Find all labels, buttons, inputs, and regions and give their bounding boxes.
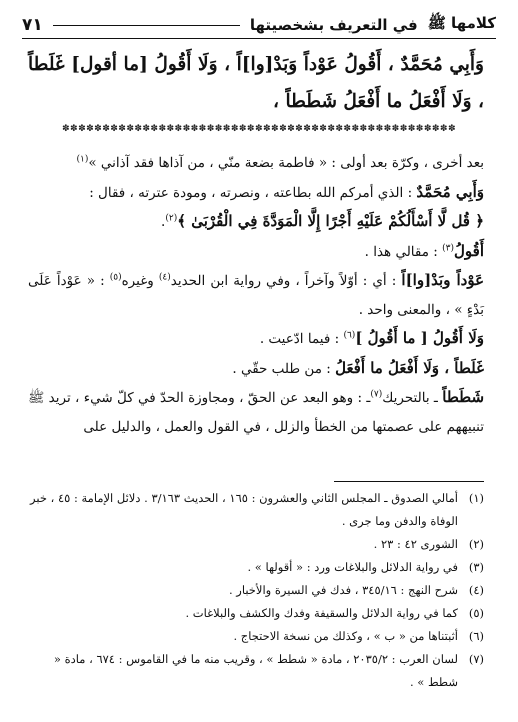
- paragraph-5: عَوْداً وبَدْ[وا]اً : أي : أوّلاً وآخراً ، وفي رواية ابن الحديد$^{(٤)}$ وغيره$^{(٥)}$ : « عَوْداً عَلَى بَدْءٍ » ، والمعنى واحد .: [28, 271, 485, 318]
- footnote-text: في رواية الدلائل والبلاغات ورد : « أقولها » .: [247, 560, 458, 574]
- footnote-item: [28, 533, 484, 556]
- footnote-text: شرح النهج : ٣٤٥/١٦ ، فدك في السيرة والأخبار .: [228, 583, 458, 597]
- sermon-quote: وَأَبِي مُحَمَّدٌ ، أَقُولُ عَوْداً وَبَدْ[وا]اً ، وَلَا أَقُولُ [ما أقول] غَلَطاً ، وَلَا أَفْعَلُ ما أَفْعَلُ شَطَطاً ،: [28, 54, 484, 112]
- footnote-ref[interactable]: (٥): [109, 272, 122, 283]
- footnote-text: كما في رواية الدلائل والسقيفة وفدك والكشف والبلاغات .: [185, 606, 458, 620]
- footnote-ref[interactable]: (١): [76, 154, 89, 165]
- footnote-item: [28, 625, 484, 648]
- footnote-item: [28, 556, 484, 579]
- term-heading: عَوْداً وبَدْ[وا]اً: [401, 271, 485, 289]
- quran-verse: ﴿ قُل لَّا أَسْأَلُكُمْ عَلَيْهِ أَجْرًا إِلَّا الْمَوَدَّةَ فِي الْقُرْبَىٰ ﴾: [177, 212, 484, 230]
- footnote-text: لسان العرب : ٢٠٣٥/٢ ، مادة « شطط » ، وقريب منه ما في القاموس : ٦٧٤ ، مادة « شطط » .: [53, 652, 458, 689]
- running-header: [22, 12, 496, 39]
- footnote-number: (٤): [468, 583, 484, 597]
- page-number: ٧١: [22, 15, 43, 35]
- footnote-item: [28, 579, 484, 602]
- paragraph-2: وَأَبِي مُحَمَّدٌ : الذي أمركم الله بطاعته ، ونصرته ، ومودة عترته ، فقال :: [89, 182, 484, 201]
- footnote-item: [28, 602, 484, 625]
- footnote-separator: [334, 481, 484, 482]
- ornament-divider: ✽✽✽✽✽✽✽✽✽✽✽✽✽✽✽✽✽✽✽✽✽✽✽✽✽✽✽✽✽✽✽✽✽✽✽✽✽✽✽✽✽✽✽✽✽✽✽✽✽: [61, 124, 456, 134]
- footnote-number: (١): [468, 491, 484, 505]
- paragraph-1: بعد أخرى ، وكرّة بعد أولى : « فاطمة بضعة منّي ، من آذاها فقد آذاني »$^{(١)}$: [76, 154, 484, 171]
- paragraph-7: غَلَطاً ، وَلَا أَفْعَلُ ما أَفْعَلُ : من طلب حقّي .: [232, 358, 484, 377]
- footnote-item: [28, 487, 484, 533]
- header-rule: [53, 25, 240, 26]
- term-heading: وَأَبِي مُحَمَّدٌ: [416, 182, 484, 201]
- paragraph-3: ﴿ قُل لَّا أَسْأَلُكُمْ عَلَيْهِ أَجْرًا إِلَّا الْمَوَدَّةَ فِي الْقُرْبَىٰ ﴾$^{(٢)}$.: [161, 212, 484, 230]
- commentary-body: [28, 149, 484, 441]
- term-heading: غَلَطاً ، وَلَا أَفْعَلُ ما أَفْعَلُ: [335, 358, 484, 377]
- footnote-number: (٣): [468, 560, 484, 574]
- footnote-number: (٧): [468, 652, 484, 666]
- term-heading: أَقُولُ: [454, 241, 484, 260]
- paragraph-6: وَلَا أَقُولُ [ ما أَقُولُ ]$^{(٦)}$ : فيما ادّعيت .: [259, 329, 484, 347]
- term-heading: وَلَا أَقُولُ [ ما أَقُولُ ]: [355, 329, 484, 347]
- footnote-item: [28, 648, 484, 694]
- header-title: كلامها ﷺ: [427, 14, 496, 32]
- footnote-number: (٢): [468, 537, 484, 551]
- footnote-number: (٦): [468, 629, 484, 643]
- footnote-ref[interactable]: (٧): [370, 389, 383, 400]
- footnote-number: (٥): [468, 606, 484, 620]
- footnote-ref[interactable]: (٦): [343, 330, 356, 341]
- footnote-text: أثبتناها من « ب » ، وكذلك من نسخة الاحتجاج .: [233, 629, 458, 643]
- footnote-ref[interactable]: (٣): [442, 243, 454, 253]
- paragraph-4: أَقُولُ$^{(٣)}$ : مقالي هذا .: [364, 241, 484, 260]
- footnotes: [28, 487, 484, 694]
- footnote-ref[interactable]: (٢): [165, 213, 178, 224]
- footnote-ref[interactable]: (٤): [158, 272, 171, 283]
- paragraph-8: شَطَطاً ـ بالتحريك$^{(٧)}$ـ : وهو البعد عن الحقّ ، ومجاوزة الحدّ في كلّ شيء ، تريد ﷺ تنبيههم على عصمتها من الخطأ والزلل ، في القول والعمل ، والدليل على: [28, 388, 485, 435]
- footnote-text: الشورى ٤٢ : ٢٣ .: [373, 537, 458, 551]
- footnote-text: أمالي الصدوق ـ المجلس الثاني والعشرون : ١٦٥ ، الحديث ٣/١٦٣ . دلائل الإمامة : ٤٥ ، خبر الوفاة والدفن وما جرى .: [30, 491, 458, 528]
- term-heading: شَطَطاً: [442, 388, 485, 406]
- header-section: في التعريف بشخصيتها: [249, 16, 418, 34]
